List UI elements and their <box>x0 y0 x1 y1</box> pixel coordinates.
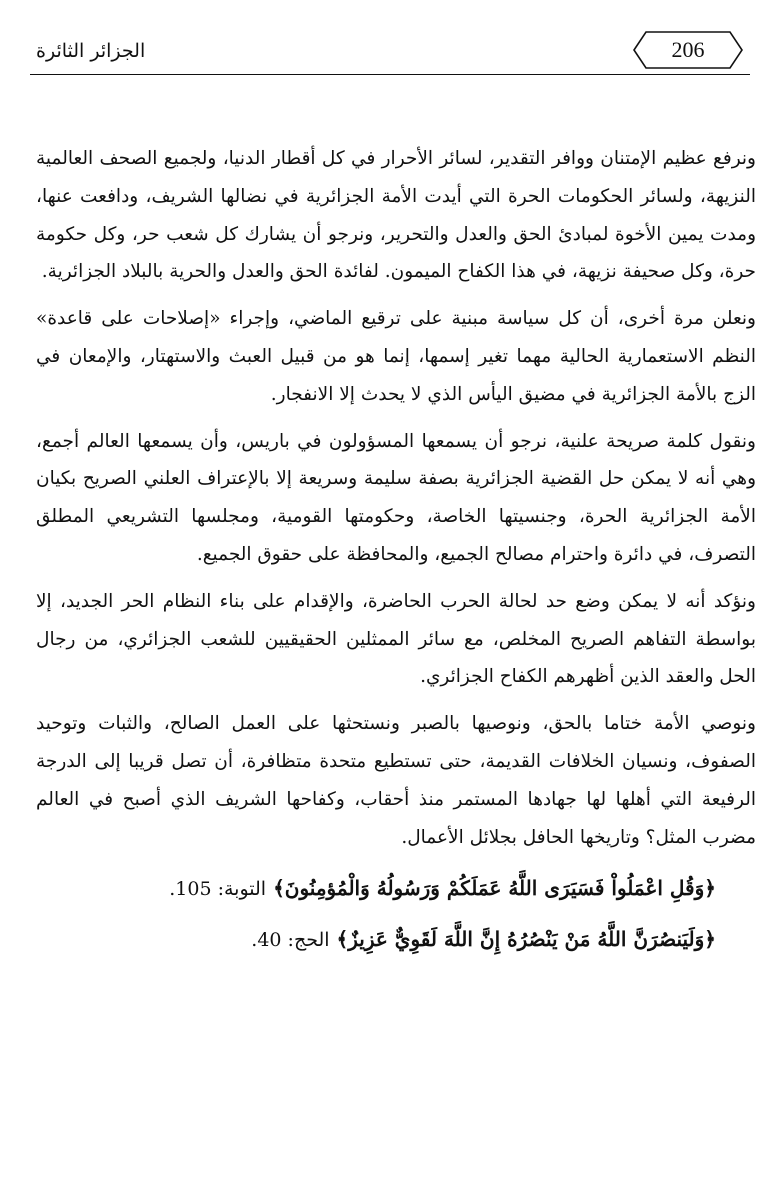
verse-text: ﴿وَقُلِ اعْمَلُواْ فَسَيَرَى اللَّهُ عَمَلَكُمْ وَرَسُولُهُ وَالْمُؤمِنُونَ﴾ <box>273 876 716 901</box>
header-divider <box>30 74 750 75</box>
verse-text: ﴿وَلَيَنصُرَنَّ اللَّهُ مَنْ يَنْصُرُهُ إِنَّ اللَّهَ لَقَوِيٌّ عَزِيزٌ﴾ <box>336 927 716 952</box>
running-title: الجزائر الثائرة <box>36 40 146 62</box>
paragraph: ونوصي الأمة ختاما بالحق، ونوصيها بالصبر ونستحثها على العمل الصالح، والثبات وتوحيد الصفوف، ونسيان الخلافات القديمة، حتى تستطيع متحدة متظافرة، أن تصل قريبا إلى الدرجة الرفيعة التي أهلها لها جهادها المستمر منذ أحقاب، وكفاحها الشريف الذي أصبح في العالم مضرب المثل؟ وتاريخها الحافل بجلائل الأعمال. <box>36 713 756 848</box>
verse-reference: التوبة: 105. <box>169 878 267 901</box>
paragraph: ونؤكد أنه لا يمكن وضع حد لحالة الحرب الحاضرة، والإقدام على بناء النظام الحر الجديد، إلا بواسطة التفاهم الصريح المخلص، مع سائر الممثلين الحقيقيين للشعب الجزائري، من رجال الحل والعقد الذين أظهرهم الكفاح الجزائري. <box>36 590 756 688</box>
verse-reference: الحج: 40. <box>251 929 330 952</box>
quran-verse <box>36 916 756 963</box>
main-text <box>36 140 756 963</box>
page-header <box>30 28 752 68</box>
page-number-badge <box>632 30 744 70</box>
paragraph: ونقول كلمة صريحة علنية، نرجو أن يسمعها المسؤولون في باريس، وأن يسمعها العالم أجمع، وهي أنه لا يمكن حل القضية الجزائرية بصفة سليمة وسريعة إلا بالإعتراف العلني الصريح بكيان الأمة الجزائرية الحرة، وجنسيتها الخاصة، وحكومتها القومية، ومجلسها التشريعي المطلق التصرف، في دائرة واحترام مصالح الجميع، والمحافظة على حقوق الجميع. <box>36 430 756 565</box>
page-number: 206 <box>671 37 705 62</box>
paragraph: ونرفع عظيم الإمتنان ووافر التقدير، لسائر الأحرار في كل أقطار الدنيا، ولجميع الصحف العالمية النزيهة، ولسائر الحكومات الحرة التي أيدت الأمة الجزائرية في نضالها الشريف، ودافعت عنها، ومدت يمين الأخوة لمبادئ الحق والعدل والتحرير، ونرجو أن يشارك كل شعب حر، وكل حكومة حرة، وكل صحيفة نزيهة، في هذا الكفاح الميمون. لفائدة الحق والعدل والحرية بالبلاد الجزائرية. <box>36 148 756 283</box>
paragraph: ونعلن مرة أخرى، أن كل سياسة مبنية على ترقيع الماضي، وإجراء «إصلاحات على قاعدة» النظم الاستعمارية الحالية مهما تغير إسمها، إنما هو من قبيل العبث والاستهتار، والإمعان في الزج بالأمة الجزائرية في مضيق اليأس الذي لا يحدث إلا الانفجار. <box>36 308 756 405</box>
quran-verse <box>36 865 756 912</box>
